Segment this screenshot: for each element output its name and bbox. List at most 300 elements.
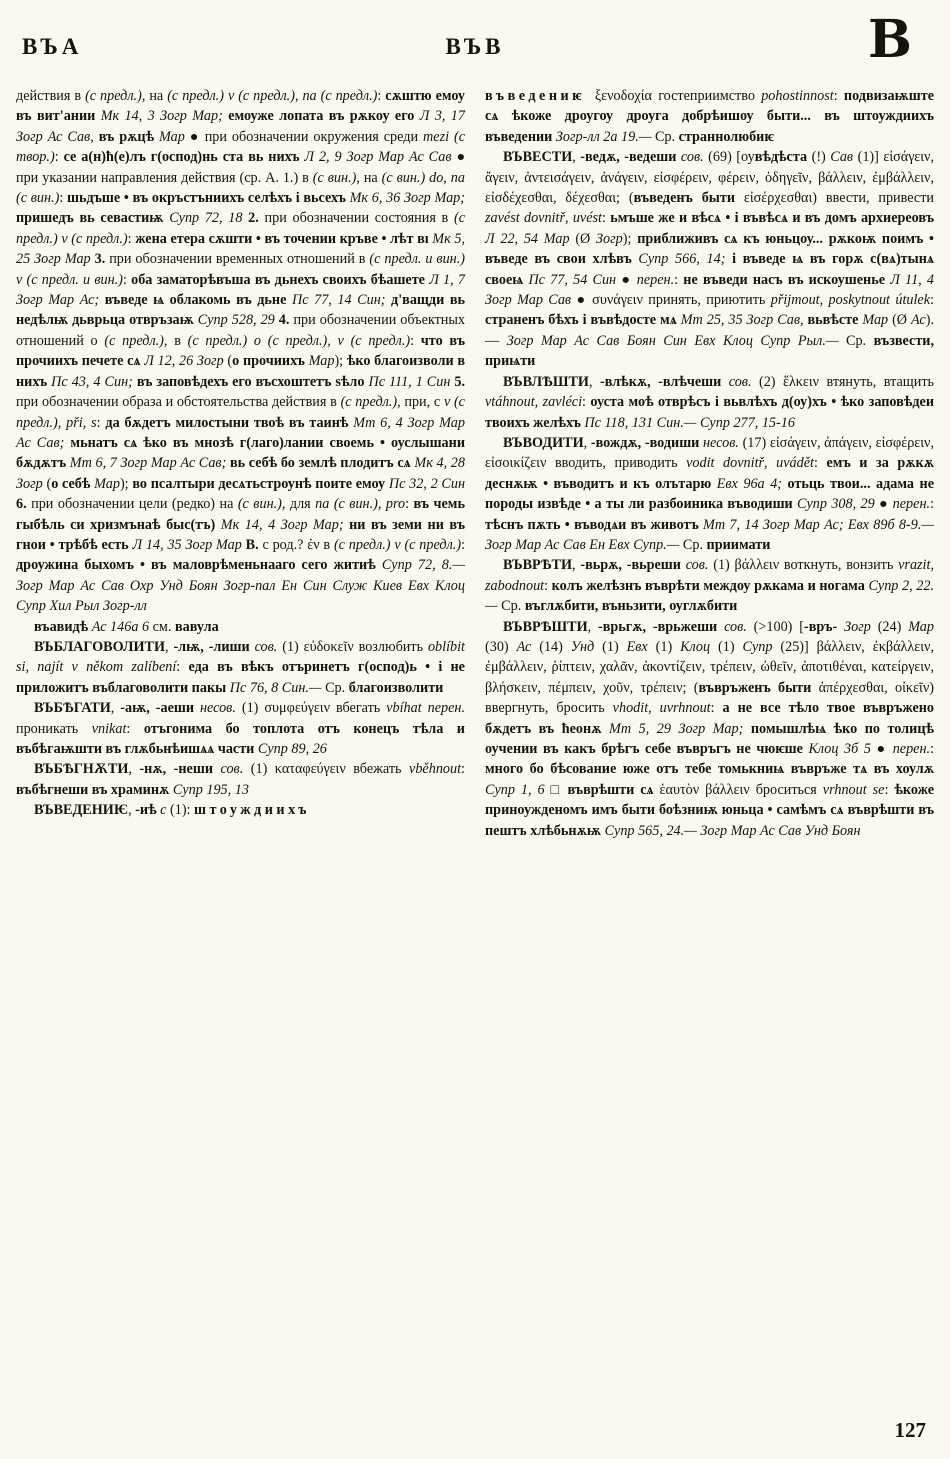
text-run: vhodit, uvrhnout xyxy=(612,700,711,717)
text-run: vodit dovnitř, uvádět xyxy=(686,455,814,472)
text-run: ἑαυτὸν βάλλειν xyxy=(659,781,756,798)
text-run: : xyxy=(461,761,465,778)
text-run: (с предл.) v (с предл.) xyxy=(16,210,465,247)
text-run: въведениѥ xyxy=(485,88,595,104)
text-run: Супр xyxy=(742,638,781,655)
text-run: Супр 1, 6 xyxy=(485,781,551,798)
text-run: -нѫ, -неши xyxy=(139,761,221,778)
text-run: : xyxy=(410,332,421,349)
text-run: Пс 77, 54 Син xyxy=(528,271,622,288)
text-run: : xyxy=(930,292,934,309)
text-run: : xyxy=(601,210,611,227)
text-run: εἰσάγειν, ἀπάγειν, εἰσφέρειν, εἰσοικίζειν xyxy=(485,434,935,472)
text-run: ВЪВРѢШТИ xyxy=(503,618,588,635)
text-run: (с вин.) do, na (с вин.) xyxy=(16,169,465,207)
text-run: се а(н)ћ(е)лъ г(оспод)нь ста вь нихъ xyxy=(63,149,305,166)
text-run: □ xyxy=(550,781,568,798)
text-run: συμφεύγειν xyxy=(264,700,336,717)
dictionary-paragraph xyxy=(485,555,934,616)
text-run: ) ввергнуть, бросить xyxy=(485,679,934,717)
text-run: ξενοδοχία xyxy=(594,88,659,104)
text-run: Ср. xyxy=(846,332,874,349)
text-run: Супр 72, 8.— Зогр Мар Ас Сав Охр Унд Боян Зогр-пал Ен Син Служ Киев Евх Клоц Супр Хил Рыл Зогр-лл xyxy=(16,557,465,615)
dictionary-paragraph xyxy=(16,617,465,637)
text-run: Евх 96а 4; xyxy=(716,475,788,492)
text-run: Сав xyxy=(830,149,858,166)
text-run: Супр 566, 14; xyxy=(638,251,733,268)
text-run: ἀπέρχεσθαι, οἰκεῖν xyxy=(818,679,930,696)
text-run: несов. xyxy=(703,434,743,451)
text-run: vběhnout xyxy=(409,761,462,778)
dictionary-paragraph xyxy=(485,617,934,841)
text-run: βάλλειν xyxy=(734,557,784,574)
text-run: въведе ѩ облакомь въ дьне xyxy=(104,292,292,309)
text-run: воткнуть, вонзить xyxy=(783,557,899,574)
text-run: вь себѣ бо землѣ плодитъ сѧ xyxy=(229,455,415,472)
section-letter-ornament: В xyxy=(868,9,912,70)
text-run: вводить, приводить xyxy=(554,455,687,472)
text-run: въбѣгнеши въ храминѫ xyxy=(16,781,173,798)
text-run: ( xyxy=(227,353,233,370)
text-run: : xyxy=(96,414,106,431)
text-run: въведенъ быти xyxy=(633,190,744,207)
dictionary-paragraph xyxy=(485,433,934,555)
text-run: (с предл. и вин.) v (с предл. и вин.) xyxy=(16,251,465,288)
text-run: : xyxy=(930,741,935,757)
text-run: в xyxy=(323,536,334,553)
text-run: отъгонима бо топлота отъ конецъ тѣла и въбѣгаѭшти въ глѫбьнѣишѧѧ части xyxy=(16,720,465,757)
text-run: ВЪБЛАГОВОЛИТИ xyxy=(34,638,166,655)
text-run: Л 2, 9 Зогр Мар Ас Сав xyxy=(304,149,457,166)
text-run: Л 14, 35 Зогр Мар xyxy=(132,536,246,553)
text-run: (25)] xyxy=(780,638,817,655)
text-run: Ас xyxy=(516,638,540,655)
text-run: , xyxy=(588,373,601,390)
text-run: 2. xyxy=(248,210,265,227)
text-run: ( xyxy=(628,190,634,207)
text-run: страненъ бѣхъ і въвѣдосте мѧ xyxy=(485,312,681,329)
text-run: , для xyxy=(281,496,316,513)
text-run: -вьрѫ, -вьреши xyxy=(580,557,686,574)
text-run: , xyxy=(572,557,581,574)
text-run: с xyxy=(160,802,170,819)
text-run: : xyxy=(54,149,64,166)
text-run: καταφεύγειν xyxy=(274,761,354,778)
text-run: во псалтыри десѧтьстроунѣ поите емоу xyxy=(132,475,389,492)
text-run: : xyxy=(461,536,466,553)
text-run: Мк 4, 28 Зогр xyxy=(16,455,465,492)
text-run: vrazit, zabodnout xyxy=(485,557,934,594)
text-run: ( xyxy=(693,679,699,696)
text-run: Мар xyxy=(94,475,120,492)
text-run: : xyxy=(884,781,895,798)
text-run: сов. xyxy=(254,638,283,655)
text-run: : xyxy=(405,496,414,513)
dictionary-paragraph xyxy=(16,637,465,698)
text-run: (!) xyxy=(811,149,831,166)
text-run: (с вин.) xyxy=(312,169,357,186)
text-run: (с предл.) xyxy=(340,394,398,411)
text-run: : xyxy=(122,271,132,288)
text-run: Мар xyxy=(908,618,934,635)
text-run: (Ø xyxy=(892,312,911,329)
text-run: vnikat xyxy=(91,720,127,737)
text-run: оуста моѣ отврѣсъ і вьвлѣхъ д(оу)хъ • ѣко заповѣдеи твоихъ желѣхъ xyxy=(485,394,934,431)
text-run: Евх xyxy=(626,638,656,655)
text-run: подвизаѭште сѧ ѣкоже дроугоу дроуга добрѣишоу быти... въ штоуждиихъ въведении xyxy=(485,88,934,145)
text-run: Мт 25, 35 Зогр Сав, xyxy=(680,312,808,329)
text-run: о себѣ xyxy=(51,475,95,492)
text-run: : xyxy=(582,394,591,411)
dictionary-paragraph xyxy=(485,86,934,147)
text-run: : xyxy=(710,700,723,717)
page-number: 127 xyxy=(894,1418,926,1442)
text-run: о прочиихъ xyxy=(232,353,309,370)
text-run: ) ввести, привести xyxy=(812,190,934,207)
text-run: (24) xyxy=(877,618,909,635)
text-run: , xyxy=(587,618,598,635)
text-run: ВЪБѢГНѪТИ xyxy=(34,761,129,778)
text-run: Супр 72, 18 xyxy=(169,210,249,227)
text-run: (1) xyxy=(718,638,743,655)
text-run: ѣкоже приноужденомъ имъ быти боѣзниѭ юньца • самѣмъ сѧ въврѣшти въ пештъ хлѣбьнѫѭ xyxy=(485,781,934,839)
text-run: ); xyxy=(622,230,638,247)
text-run: несов. xyxy=(200,700,242,717)
text-run: помышлѣѩ ѣко по толицѣ оучении въ какъ брѣгъ себе въвръгъ не чюѥше xyxy=(485,720,935,757)
text-run: (1)] xyxy=(857,149,884,166)
text-run: сов. xyxy=(680,149,709,166)
text-run: емоуже лопата въ рѫкоу его xyxy=(228,108,420,125)
text-run: въглѫбити, въньзити, оуглѫбити xyxy=(524,598,738,615)
text-run: проникать xyxy=(16,720,92,737)
text-run: ВЪВОДИТИ xyxy=(503,434,584,451)
text-run: : xyxy=(176,659,189,676)
text-run: сѫштю емоу въ вит'ании xyxy=(16,88,466,125)
text-run: въ рѫцѣ xyxy=(98,128,160,145)
text-run: -лѭ, -лиши xyxy=(173,638,255,655)
text-run: перен. xyxy=(427,700,465,717)
text-run: ● xyxy=(878,496,893,513)
text-run: , на xyxy=(141,88,168,104)
text-run: (1) xyxy=(602,638,627,655)
text-run: ● xyxy=(876,741,893,757)
text-run: а не все тѣло твое въвръжено бѫдетъ въ ћеонѫ xyxy=(485,700,935,737)
text-run: (с предл.) v (с предл.) xyxy=(333,536,462,553)
text-run: Зогр Мар Ас Сав Боян Син Евх Клоц Супр Рыл.— xyxy=(506,332,846,349)
text-run: шьдъше • въ окръстъниихъ селѣхъ і вьсехъ xyxy=(66,190,350,207)
text-run: Унд xyxy=(570,638,603,655)
text-run: тѣснъ пѫть • въводѧи въ животъ xyxy=(485,516,704,533)
dictionary-paragraph xyxy=(16,698,465,759)
text-run: zavést dovnitř, uvést xyxy=(485,210,602,227)
text-run: ВЪВЕДЕНИѤ xyxy=(34,802,129,819)
text-run: Пс 32, 2 Син xyxy=(388,475,465,492)
text-run: ѣко благоизволи в нихъ xyxy=(16,353,466,390)
text-run: Клоц xyxy=(680,638,719,655)
text-run: v (с предл.), na (с предл.) xyxy=(227,88,378,104)
text-run: вавула xyxy=(174,618,219,635)
text-run: pohostinnost xyxy=(761,88,834,104)
text-run: , xyxy=(128,802,136,819)
text-run: (69) [оу xyxy=(708,149,755,166)
text-run: въавидѣ xyxy=(34,618,92,635)
text-run: 6. xyxy=(16,496,32,513)
text-run: (>100) [ xyxy=(753,618,804,635)
text-run: 3. xyxy=(94,251,110,268)
running-header-left: ВЪА xyxy=(22,34,83,59)
dictionary-paragraph xyxy=(16,86,465,617)
text-run: при обозначении образа и обстоятельства действия в xyxy=(16,394,341,411)
text-run: 4. xyxy=(278,312,294,329)
text-run: vbíhat xyxy=(386,700,428,717)
text-run: Л 3, 17 Зогр Ас Сав, xyxy=(16,108,465,145)
dictionary-paragraph xyxy=(485,372,934,433)
text-run: (1) xyxy=(282,638,304,655)
text-run: възвести, приѩти xyxy=(485,332,935,370)
text-run: гостеприимство xyxy=(658,88,762,104)
text-run: (с вин.) xyxy=(237,496,282,513)
text-run: Л 11, 4 Зогр Мар Сав xyxy=(485,271,935,309)
text-run: вѣдѣста xyxy=(754,149,812,166)
text-run: vtáhnout, zavléci xyxy=(485,394,583,411)
text-run: мьнатъ сѧ ѣко въ мнозѣ г(лаго)лании своемь • оуслышани бѫдѫтъ xyxy=(16,434,465,472)
text-run: при обозначении состояния в xyxy=(264,210,454,227)
text-run: приимати xyxy=(706,536,771,553)
text-run: ни въ земи ни въ гнои • трѣбѣ есть xyxy=(16,516,465,553)
text-run: Пс 111, 1 Син xyxy=(368,373,455,390)
text-run: Мк 5, 25 Зогр Мар xyxy=(16,230,465,268)
text-run: что въ прочиихъ печете сѧ xyxy=(16,332,465,370)
right-column xyxy=(485,86,934,841)
text-run: Пс 76, 8 Син.— xyxy=(229,679,326,696)
text-run: колъ желѣзнъ въврѣти междоу рѫкама и ногама xyxy=(551,577,869,594)
dictionary-paragraph xyxy=(16,800,465,820)
text-run: (1): xyxy=(170,802,195,819)
text-run: na (с вин.), pro xyxy=(315,496,406,513)
text-run: Мт 6, 7 Зогр Мар Ас Сав; xyxy=(69,455,230,472)
text-run: см. xyxy=(152,618,175,635)
text-run: ( xyxy=(46,475,52,492)
text-run: ἐν xyxy=(307,536,324,553)
text-run: (с предл.) xyxy=(104,332,164,349)
text-run: : xyxy=(59,190,67,207)
text-run: Ср. xyxy=(654,128,679,145)
text-run: жена етера сѫшти • въ точении кръве • лѣт вı xyxy=(135,230,433,247)
text-run: отьць твои... адама не породы извѣде • а ты ли разбоиника въводиши xyxy=(485,475,934,513)
left-column xyxy=(16,86,465,841)
text-run: Супр 89, 26 xyxy=(257,741,327,757)
text-run: v (с предл.), při, s xyxy=(16,394,465,431)
text-run: перен. xyxy=(636,271,675,288)
text-run: перен. xyxy=(892,741,931,757)
text-run: Зогр xyxy=(844,618,878,635)
text-run: ВЪБѢГАТИ xyxy=(34,700,111,717)
text-run: Мар xyxy=(159,128,190,145)
text-run: Клоц 3б 5 xyxy=(808,741,877,757)
running-header xyxy=(16,9,934,80)
text-run: штоуждиихъ xyxy=(194,802,310,819)
text-run: въвръженъ быти xyxy=(698,679,819,696)
text-run: Пс 43, 4 Син; xyxy=(51,373,137,390)
text-run: емъ и за рѫкѫ деснѫѭ • въводитъ и къ олътарю xyxy=(485,455,935,492)
text-run: ● xyxy=(576,292,593,309)
text-run: εὐδοκεῖν xyxy=(303,638,359,655)
text-run: ); xyxy=(334,353,347,370)
text-run: -вождѫ, -водиши xyxy=(590,434,704,451)
text-run: Л 22, 54 Мар xyxy=(485,230,576,247)
text-run: : xyxy=(674,271,684,288)
text-run: (с предл.) o (с предл.), v (с предл.) xyxy=(187,332,411,349)
text-run: Супр 565, 24.— Зогр Мар Ас Сав Унд Боян xyxy=(604,822,861,839)
dictionary-paragraph xyxy=(485,147,934,371)
text-run: vrhnout se xyxy=(822,781,885,798)
text-run: Мк 14, 4 Зогр Мар; xyxy=(220,516,350,533)
text-run: : xyxy=(813,455,827,472)
text-run: -аѭ, -аеши xyxy=(120,700,200,717)
text-run: ● xyxy=(621,271,637,288)
text-run: (30) xyxy=(485,638,517,655)
text-run: ВЪВЛѢШТИ xyxy=(503,373,589,390)
text-run: ьмъше же и вѣсѧ • і въвѣсѧ и въ домъ архиереовъ xyxy=(610,210,935,227)
text-run: втянуть, втащить xyxy=(826,373,934,390)
text-run: Зогр-лл 2а 19.— xyxy=(555,128,655,145)
text-run: принять, приютить xyxy=(648,292,771,309)
text-run: ● при обозначении окружения среди xyxy=(189,128,424,145)
text-run: (1) xyxy=(655,638,681,655)
text-run: ● при указании направления действия (ср. А. 1.) в xyxy=(16,149,466,186)
text-run: сов. xyxy=(728,373,759,390)
text-run: εἰσέρχεσθαι xyxy=(743,190,813,207)
text-run: Мар xyxy=(308,353,335,370)
text-run: страннолюбиѥ xyxy=(678,128,774,145)
text-run: въврѣшти сѧ xyxy=(567,781,660,798)
running-header-center: ВЪВ xyxy=(445,34,505,59)
text-run: : xyxy=(930,496,934,513)
text-run: с род.? xyxy=(262,536,308,553)
text-run: сов. xyxy=(685,557,714,574)
text-run: Л 1, 7 Зогр Мар Ас; xyxy=(16,271,465,309)
text-run: і въведе ѩ въ горѫ с(вѧ)тынѧ своеѩ xyxy=(485,251,934,288)
text-run: возлюбить xyxy=(358,638,428,655)
text-run: , в xyxy=(163,332,188,349)
text-run: βάλλειν, ἐκβάλλειν, ἐμβάλλειν, ῥίπτειν, χαλᾶν, ἀκοντίζειν, τρέπειν, ὠθεῖν, ἀποτιθέναι, κατείργειν, βλήσκειν, πέμπειν, χοῦν, τρέπειν; xyxy=(485,638,934,696)
text-run: Мт 5, 29 Зогр Мар; xyxy=(609,720,751,737)
text-run: -врьгѫ, -врьжеши xyxy=(598,618,725,635)
text-run: (17) xyxy=(742,434,770,451)
text-run: Ср. xyxy=(501,598,525,615)
text-run: -ведѫ, -ведеши xyxy=(580,149,681,166)
text-run: да бѫдетъ милостыни твоѣ въ таинѣ xyxy=(105,414,354,431)
text-run: Супр 2, 22.— xyxy=(485,577,934,615)
text-run: (1) xyxy=(713,557,735,574)
text-run: ВЪВЕСТИ xyxy=(503,149,573,166)
text-run: , xyxy=(165,638,174,655)
text-run: (с предл.) xyxy=(85,88,142,104)
text-run: oblíbit si, najít v někom zalíbení xyxy=(16,638,466,676)
text-run: Супр 528, 29 xyxy=(197,312,279,329)
text-run: : xyxy=(544,577,552,594)
text-run: εἰσάγειν, ἄγειν, ἀντεισάγειν, ἀνάγειν, εἰσφέρειν, φέρειν, ὁδηγεῖν, βάλλειν, ἐμβάλλειν, εἰσδέχεσθαι, δέχεσθαι; xyxy=(485,149,934,207)
text-run: Мк 6, 36 Зогр Мар; xyxy=(349,190,465,207)
text-run: перен. xyxy=(892,496,931,513)
text-run: mezi (с твор.) xyxy=(16,128,466,166)
text-run: (14) xyxy=(539,638,571,655)
text-run: : xyxy=(377,88,386,104)
text-run: Ас xyxy=(910,312,926,329)
text-run: , на xyxy=(356,169,382,186)
text-run: оба заматорѣвъша въ дьнехъ своихъ бѣашете xyxy=(131,271,430,288)
text-run: Л 12, 26 Зогр xyxy=(144,353,228,370)
text-run: -влѣкѫ, -влѣчеши xyxy=(600,373,729,390)
text-run: , xyxy=(128,761,140,778)
text-run: при обозначении объектных отношений о xyxy=(16,312,466,349)
text-run: сов. xyxy=(724,618,754,635)
dictionary-paragraph xyxy=(16,759,465,800)
text-run: дроужина быхомъ • въ маловрѣменьнааго сего житиѣ xyxy=(16,557,382,574)
text-columns xyxy=(16,86,934,841)
text-run: Супр 195, 13 xyxy=(172,781,249,798)
text-run: вьвѣсте xyxy=(807,312,863,329)
text-run: , xyxy=(583,434,591,451)
text-run: : xyxy=(126,720,144,737)
text-run: броситься xyxy=(755,781,823,798)
text-run: Мар xyxy=(862,312,893,329)
text-run: Ас 146а 6 xyxy=(91,618,153,635)
text-run: Пс 77, 14 Син; xyxy=(291,292,392,309)
text-run: не въведи насъ въ искоушенье xyxy=(683,271,891,288)
text-run: , при, с xyxy=(397,394,444,411)
text-run: -връ- xyxy=(803,618,845,635)
text-run: вбегать xyxy=(335,700,387,717)
text-run: (с предл.) xyxy=(167,88,224,104)
text-run: благоизволити xyxy=(348,679,444,696)
text-run: сов. xyxy=(220,761,251,778)
text-run: -иѣ xyxy=(135,802,161,819)
text-run: přijmout, poskytnout útulek xyxy=(770,292,931,309)
text-run: (1) xyxy=(241,700,265,717)
text-run: вбежать xyxy=(353,761,410,778)
text-run: (1) xyxy=(250,761,275,778)
text-run: , xyxy=(572,149,581,166)
text-run: действия в xyxy=(16,88,86,104)
text-run: (Ø xyxy=(575,230,597,247)
text-run: Супр 308, 29 xyxy=(797,496,879,513)
text-run: при обозначении временных отношений в xyxy=(109,251,370,268)
text-run: Мт 6, 4 Зогр Мар Ас Сав; xyxy=(16,414,465,451)
text-run: д'ващди вь недѣлѭ дьврьца отвръзаѭ xyxy=(16,292,465,329)
text-run: приближивъ сѧ къ юньцоу... рѫкоѭ поимъ • въведе въ свои хлѣвъ xyxy=(485,230,934,268)
text-run: ВЪВРѢТИ xyxy=(503,557,573,574)
text-run: В. xyxy=(245,536,263,553)
text-run: , xyxy=(110,700,121,717)
text-run: Ср. xyxy=(325,679,349,696)
text-run: въ заповѣдехъ его въсхоштетъ ѕѣло xyxy=(136,373,369,390)
text-run: Зогр xyxy=(596,230,623,247)
text-run: при обозначении цели (редко) на xyxy=(31,496,238,513)
text-run: Пс 118, 131 Син.— Супр 277, 15-16 xyxy=(584,414,795,431)
text-run: ); xyxy=(119,475,133,492)
text-run: пришедъ вь севастиѭ xyxy=(16,210,170,227)
text-run: (2) xyxy=(758,373,783,390)
text-run: еда въ вѣкъ отъринетъ г(оспод)ь • і не приложитъ въблаговолити пакы xyxy=(16,659,465,696)
text-run: Ср. xyxy=(682,536,707,553)
text-run: много бо бѣсование юже отъ тебе томькниѩ въвръже тѧ въ хоулѫ xyxy=(485,761,934,778)
text-run: ἕλκειν xyxy=(783,373,827,390)
text-run: : xyxy=(833,88,844,104)
text-run: Мт 7, 14 Зогр Мар Ас; Евх 89б 8-9.— Зогр Мар Ас Сав Ен Евх Супр.— xyxy=(485,516,935,553)
text-run: 5. xyxy=(454,373,465,390)
text-run: : xyxy=(127,230,136,247)
